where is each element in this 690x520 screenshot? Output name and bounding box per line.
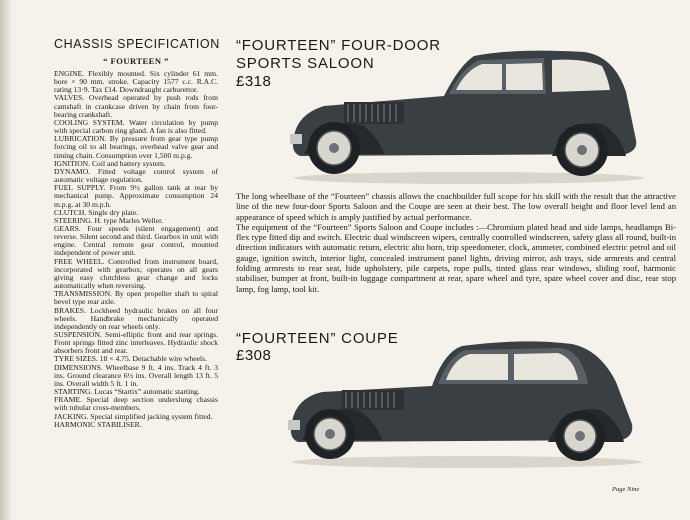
spec-item-text: Wheelbase 9 ft. 4 ins. Track 4 ft. 3 ins. Ground clearance 6½ ins. Overall length 13 ft. 5 ins. Overall width 5 ft. 1 in.	[54, 362, 218, 388]
spec-item	[54, 94, 218, 118]
spec-item-text: Overhead operated by push rods from camshaft in crankcase driven by chain from four-bearing crankshaft.	[54, 93, 218, 119]
page-binding-edge	[0, 0, 10, 520]
spec-item	[54, 119, 218, 135]
spec-item-heading: CLUTCH.	[54, 207, 87, 217]
spec-item	[54, 70, 218, 94]
spec-item-heading: GEARS.	[54, 223, 81, 233]
spec-item	[54, 258, 218, 291]
saloon-price: £318	[236, 73, 272, 90]
coupe-heading: “FOURTEEN” COUPE	[236, 330, 399, 347]
spec-item-heading: STARTING.	[54, 387, 93, 397]
spec-item-heading: TRANSMISSION.	[54, 289, 113, 299]
spec-item-heading: JACKING.	[54, 411, 89, 421]
spec-item-text: From 9½ gallon tank at rear by mechanical pump. Approximate consumption 24 m.p.g. at 30 m.p.h.	[54, 183, 218, 209]
saloon-car-illustration	[284, 44, 646, 186]
spec-item-heading: BRAKES.	[54, 305, 86, 315]
spec-item-text: Controlled from instrument board, incorporated with gearbox; operates on all gears giving easy clutchless gear change and locks automatically when reversing.	[54, 256, 218, 291]
body-text	[236, 191, 676, 294]
spec-item	[54, 290, 218, 306]
spec-item-text: Single dry plate.	[88, 207, 139, 217]
saloon-heading: “FOURTEEN” FOUR-DOOR SPORTS SALOON	[236, 37, 441, 72]
spec-item-text: Lockheed hydraulic brakes on all four wheels. Handbrake mechanically operated independently on rear wheels only.	[54, 305, 218, 331]
spec-item-text: H. type Marles Weller.	[94, 215, 164, 225]
spec-item-text: Lucas “Startix” automatic starting.	[94, 387, 200, 397]
body-paragraph-2: The equipment of the “Fourteen” Sports Saloon and Coupe includes :—Chromium plated head and side lamps, headlamps Bi-flex type fitted dip and switch. Electric dual windscreen wipers, centrally controlled windscreen, safety glass all round, built-in direction indicators with automatic return, electric alto horn, trip speedometer, clock, ammeter, combined electric petrol and oil gauge, ignition switch, interior light, concealed instrument panel lights, driving mirror, ash trays, side armrests and central folding armrests to rear seat, hide upholstery, pile carpets, rope pulls, tinted glass rear windows, sliding roof, harmonic stabiliser, bumper at front, built-in luggage compartment at rear, spare wheel and tyre, spare wheel cover and disc, rear stop lamp, fog lamp, tool kit.	[236, 221, 676, 294]
spec-item-text: Semi-elliptic front and rear springs. Front springs fitted zinc interleaves. Hydraulic shock absorbers front and rear.	[54, 330, 218, 356]
spec-item-text: Fitted voltage control system of automatic voltage regulation.	[54, 166, 218, 185]
spec-item-text: 18 × 4.75. Detachable wire wheels.	[99, 354, 207, 364]
spec-item-heading: ENGINE.	[54, 69, 85, 78]
spec-item-heading: TYRE SIZES.	[54, 354, 98, 364]
page-number: Page Nine	[612, 486, 640, 493]
spec-item-heading: COOLING SYSTEM.	[54, 117, 125, 127]
spec-item-text: Four speeds (silent engagement) and reverse. Silent second and third. Gearbox in unit with engine. Central remote gear control, mounted independent of power unit.	[54, 223, 218, 258]
coupe-car-illustration	[282, 336, 644, 470]
spec-item	[54, 135, 218, 159]
spec-item-text: By open propeller shaft to spiral bevel type rear axle.	[54, 289, 218, 307]
body-paragraph-1: The long wheelbase of the “Fourteen” chassis allows the coachbuilder full scope for his skill with the result that the attractive line of the new four-door Sports Saloon and the Coupe are seen at their best. The low overall height and floor level lend an appearance of speed which is amply justified by actual performance.	[236, 191, 676, 222]
spec-title: CHASSIS SPECIFICATION	[54, 37, 220, 51]
spec-item-text: Flexibly mounted. Six cylinder 61 mm. bore × 90 mm. stroke. Capacity 1577 c.c. R.A.C. rating 13·9. Tax £14. Downdraught carburettor.	[54, 69, 218, 95]
spec-item-text: Water circulation by pump with special carbon ring gland. A fan is also fitted.	[54, 117, 218, 136]
spec-item-heading: FREE WHEEL.	[54, 256, 105, 266]
spec-item	[54, 307, 218, 331]
spec-item-heading: LUBRICATION.	[54, 134, 107, 144]
spec-item-text: Special simplified jacking system fitted.	[90, 411, 213, 421]
spec-item-heading: IGNITION.	[54, 158, 91, 168]
spec-item	[54, 364, 218, 388]
spec-item	[54, 225, 218, 258]
spec-model-name: “ FOURTEEN ”	[103, 56, 169, 66]
spec-item	[54, 168, 218, 184]
spec-list	[54, 70, 218, 429]
spec-item-heading: STEERING.	[54, 215, 93, 225]
coupe-price: £308	[236, 347, 272, 364]
spec-item-heading: DYNAMO.	[54, 166, 91, 176]
spec-item-heading: DIMENSIONS.	[54, 362, 103, 372]
spec-item-heading: FRAME.	[54, 395, 83, 405]
spec-item	[54, 421, 218, 429]
spec-item-heading: HARMONIC STABILISER.	[54, 419, 142, 429]
spec-item	[54, 396, 218, 412]
spec-item-text: By pressure from gear type pump forcing oil to all bearings, overhead valve gear and timing chain. Consumption over 1,500 m.p.g.	[54, 134, 218, 160]
spec-item	[54, 184, 218, 208]
spec-item	[54, 331, 218, 355]
spec-item-heading: VALVES.	[54, 93, 85, 103]
spec-item-heading: FUEL SUPPLY.	[54, 183, 106, 193]
spec-item-text: Coil and battery system.	[91, 158, 166, 168]
spec-item-text: Special deep section underslung chassis with tubular cross-members.	[54, 395, 218, 413]
spec-item-heading: SUSPENSION.	[54, 330, 102, 339]
